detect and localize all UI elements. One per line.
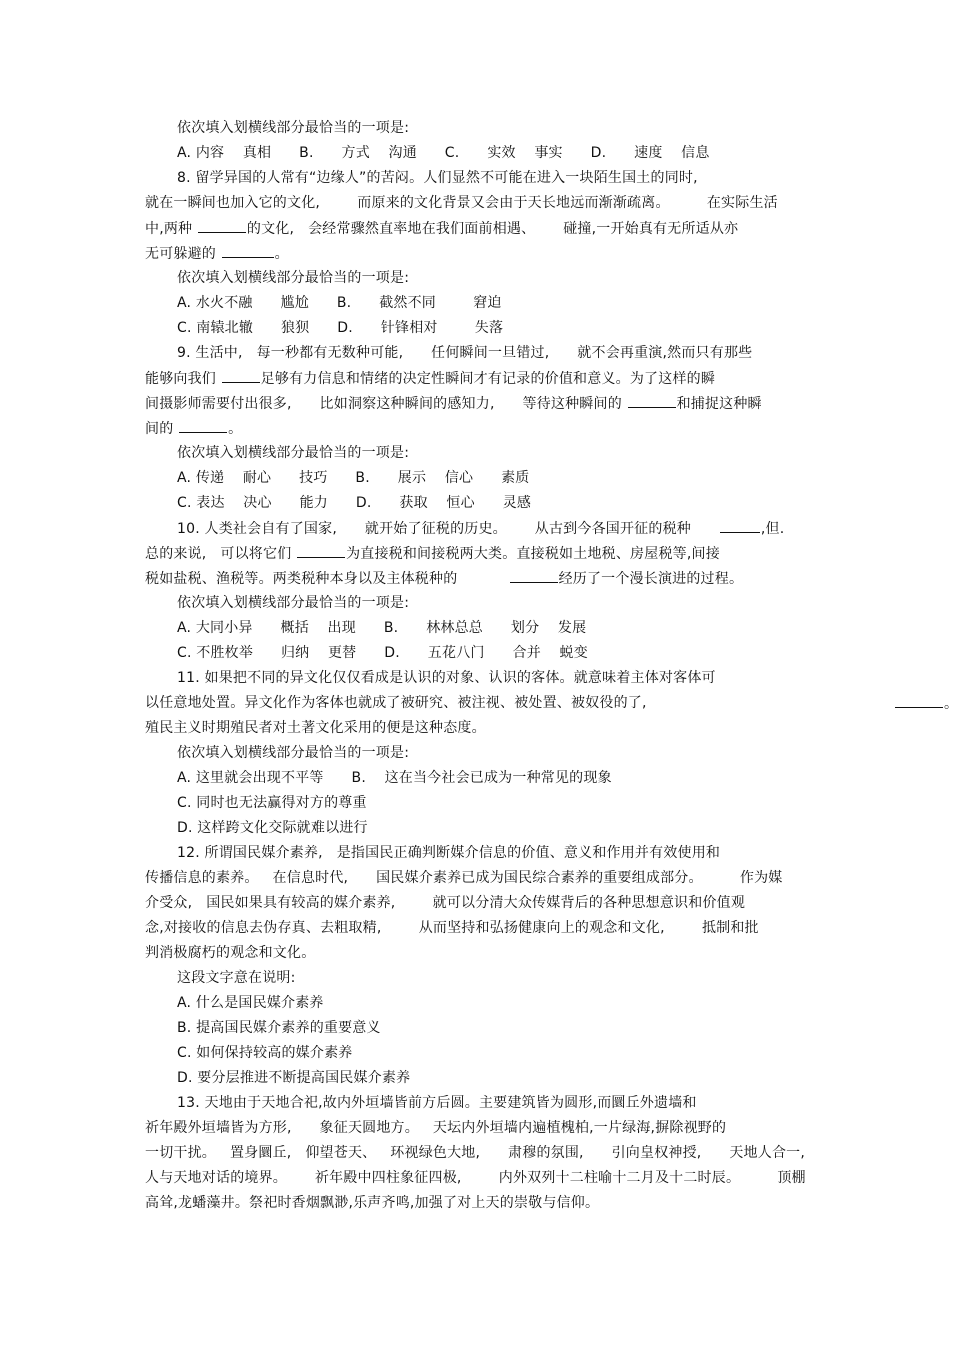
answer-blank bbox=[720, 517, 760, 533]
text-span: 为直接税和间接税两大类。直接税如土地税、房屋税等,间接 bbox=[346, 546, 720, 562]
q9-stem-line-4 bbox=[145, 417, 805, 439]
text-span: 的文化, 会经常骤然直率地在我们面前相遇、 碰撞,一开始真有无所适从亦 bbox=[246, 221, 739, 237]
q8-stem-line-2: 就在一瞬间也加入它的文化, 而原来的文化背景又会由于天长地远而渐渐疏离。 在实际生活 bbox=[145, 195, 778, 211]
q10-options-ab: A. 大同小异 概括 出现 B. 林林总总 划分 发展 bbox=[177, 620, 587, 636]
q12-option-a: A. 什么是国民媒介素养 bbox=[177, 995, 324, 1011]
q13-stem-line-5: 高耸,龙蟠藻井。祭祀时香烟飘渺,乐声齐鸣,加强了对上天的崇敬与信仰。 bbox=[145, 1195, 600, 1211]
answer-blank bbox=[628, 392, 676, 408]
q10-stem-line-2 bbox=[145, 542, 805, 564]
text-span: 以任意地处置。异文化作为客体也就成了被研究、被注视、被处置、被奴役的了, bbox=[145, 695, 647, 711]
q13-stem-line-1: 13. 天地由于天地合祀,故内外垣墙皆前方后圆。主要建筑皆为圆形,而圜丘外遗墙和 bbox=[177, 1095, 697, 1111]
q9-stem-line-2 bbox=[145, 367, 805, 389]
q10-options-cd: C. 不胜枚举 归纳 更替 D. 五花八门 合并 蜕变 bbox=[177, 645, 588, 661]
text-span: 税如盐税、渔税等。两类税种本身以及主体税种的 bbox=[145, 571, 509, 587]
instruction-line: 依次填入划横线部分最恰当的一项是: bbox=[177, 745, 410, 761]
answer-blank bbox=[179, 417, 227, 433]
answer-blank bbox=[297, 542, 345, 558]
text-span: 。 bbox=[274, 246, 289, 262]
q13-stem-line-2: 祈年殿外垣墙皆为方形, 象征天圆地方。 天坛内外垣墙内遍植槐柏,一片绿海,摒除视野的 bbox=[145, 1120, 727, 1136]
q9-options-cd: C. 表达 决心 能力 D. 获取 恒心 灵感 bbox=[177, 495, 532, 511]
text-span: 。 bbox=[228, 421, 243, 437]
text-span: 和捕捉这种瞬 bbox=[676, 396, 762, 412]
q10-stem-line-1 bbox=[177, 517, 837, 539]
q9-stem-line-3 bbox=[145, 392, 805, 414]
answer-blank bbox=[895, 692, 943, 708]
text-span: 总的来说, 可以将它们 bbox=[145, 546, 297, 562]
q8-options-ab: A. 水火不融 尴尬 B. 截然不同 窘迫 bbox=[177, 295, 502, 311]
text-span: 10. 人类社会自有了国家, 就开始了征税的历史。 从古到今各国开征的税种 bbox=[177, 521, 719, 537]
q12-option-d: D. 要分层推进不断提高国民媒介素养 bbox=[177, 1070, 411, 1086]
q11-option-d: D. 这样跨文化交际就难以进行 bbox=[177, 820, 368, 836]
instruction-line: 依次填入划横线部分最恰当的一项是: bbox=[177, 445, 410, 461]
q11-stem-line-1: 11. 如果把不同的异文化仅仅看成是认识的对象、认识的客体。就意味着主体对客体可 bbox=[177, 670, 716, 686]
text-span: 经历了一个漫长演进的过程。 bbox=[558, 571, 744, 587]
answer-blank bbox=[198, 217, 246, 233]
instruction-line: 依次填入划横线部分最恰当的一项是: bbox=[177, 120, 410, 136]
q13-stem-line-4: 人与天地对话的境界。 祈年殿中四柱象征四极, 内外双列十二柱喻十二月及十二时辰。 顶棚 bbox=[145, 1170, 806, 1186]
text-span: 中,两种 bbox=[145, 221, 197, 237]
q12-stem-line-3: 介受众, 国民如果具有较高的媒介素养, 就可以分清大众传媒背后的各种思想意识和价值观 bbox=[145, 895, 746, 911]
q8-stem-line-4 bbox=[145, 242, 805, 264]
text-span: 间的 bbox=[145, 421, 179, 437]
q10-stem-line-3 bbox=[145, 567, 805, 589]
q7-options: A. 内容 真相 B. 方式 沟通 C. 实效 事实 D. 速度 信息 bbox=[177, 145, 710, 161]
q13-stem-line-3: 一切干扰。 置身圜丘, 仰望苍天、 环视绿色大地, 肃穆的氛围, 引向皇权神授, 天地人合一, bbox=[145, 1145, 806, 1161]
text-span: 无可躲避的 bbox=[145, 246, 221, 262]
text-span: 足够有力信息和情绪的决定性瞬间才有记录的价值和意义。为了这样的瞬 bbox=[260, 371, 716, 387]
q8-stem-line-1: 8. 留学异国的人常有“边缘人”的苦闷。人们显然不可能在进入一块陌生国土的同时, bbox=[177, 170, 698, 186]
q9-options-ab: A. 传递 耐心 技巧 B. 展示 信心 素质 bbox=[177, 470, 530, 486]
q12-option-c: C. 如何保持较高的媒介素养 bbox=[177, 1045, 353, 1061]
text-span: 间摄影师需要付出很多, 比如洞察这种瞬间的感知力, 等待这种瞬间的 bbox=[145, 396, 627, 412]
instruction-line: 依次填入划横线部分最恰当的一项是: bbox=[177, 595, 410, 611]
text-span: ,但. bbox=[760, 521, 785, 537]
q12-option-b: B. 提高国民媒介素养的重要意义 bbox=[177, 1020, 381, 1036]
q11-stem-line-2 bbox=[145, 692, 958, 714]
instruction-line: 依次填入划横线部分最恰当的一项是: bbox=[177, 270, 410, 286]
q12-stem-line-4: 念,对接收的信息去伪存真、去粗取精, 从而坚持和弘扬健康向上的观念和文化, 抵制和批 bbox=[145, 920, 759, 936]
q9-stem-line-1: 9. 生活中, 每一秒都有无数种可能, 任何瞬间一旦错过, 就不会再重演,然而只有那些 bbox=[177, 345, 753, 361]
text-span: 。 bbox=[944, 696, 958, 712]
q11-option-c: C. 同时也无法赢得对方的尊重 bbox=[177, 795, 367, 811]
q8-options-cd: C. 南辕北辙 狼狈 D. 针锋相对 失落 bbox=[177, 320, 504, 336]
q12-stem-line-5: 判消极腐朽的观念和文化。 bbox=[145, 945, 316, 961]
answer-blank bbox=[510, 567, 558, 583]
answer-blank bbox=[222, 367, 260, 383]
instruction-line: 这段文字意在说明: bbox=[177, 970, 296, 986]
q11-options-ab: A. 这里就会出现不平等 B. 这在当今社会已成为一种常见的现象 bbox=[177, 770, 612, 786]
blank-group bbox=[894, 692, 958, 715]
q12-stem-line-2: 传播信息的素养。 在信息时代, 国民媒介素养已成为国民综合素养的重要组成部分。 作为媒 bbox=[145, 870, 783, 886]
q11-stem-line-3: 殖民主义时期殖民者对土著文化采用的便是这种态度。 bbox=[145, 720, 486, 736]
q8-stem-line-3 bbox=[145, 217, 805, 239]
q12-stem-line-1: 12. 所谓国民媒介素养, 是指国民正确判断媒介信息的价值、意义和作用并有效使用和 bbox=[177, 845, 721, 861]
answer-blank bbox=[222, 242, 274, 258]
text-span: 能够向我们 bbox=[145, 371, 221, 387]
